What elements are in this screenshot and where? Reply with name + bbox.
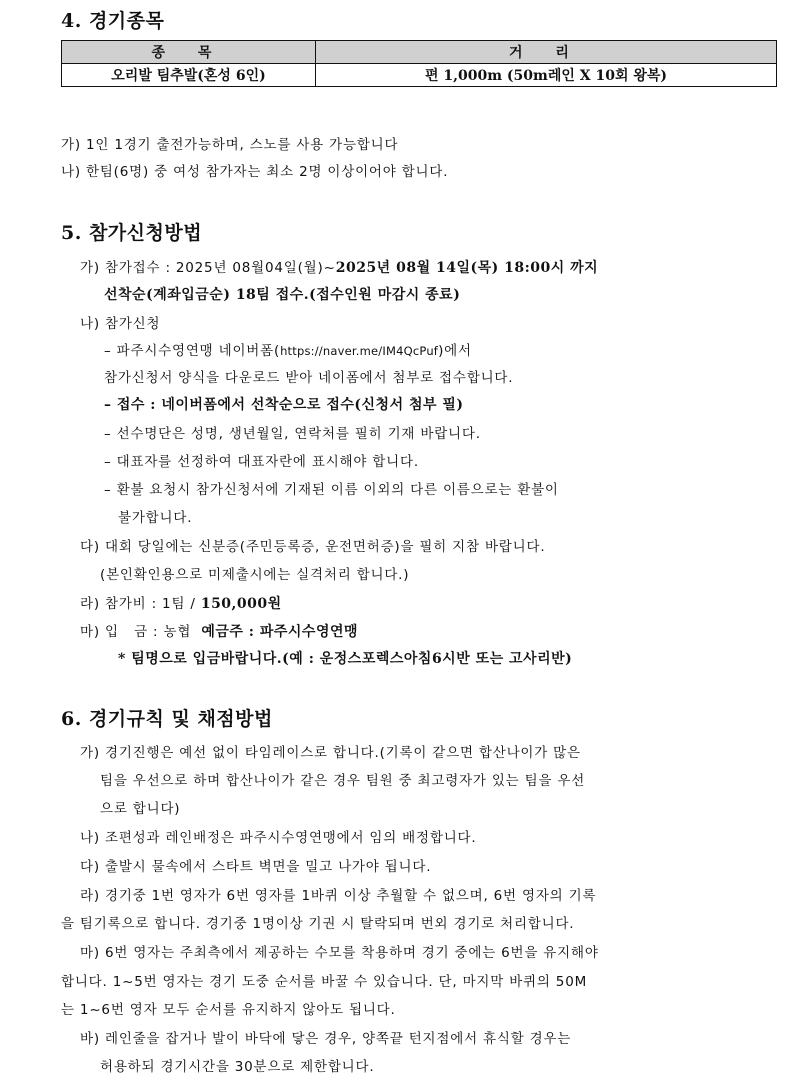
s6-line: 허용하되 경기시간을 30분으로 제한합니다. (100, 1059, 375, 1075)
s4-item-ga: 가) 1인 1경기 출전가능하며, 스노를 사용 가능합니다 (61, 137, 399, 153)
s5-ra-text: 라) 참가비 : 1팀 / (80, 596, 201, 612)
s5-ga-line1 (80, 256, 598, 277)
s5-ra (80, 592, 282, 613)
table-row (62, 64, 777, 87)
table-cell-distance: 편 1,000m (50m레인 X 10회 왕복) (316, 64, 777, 87)
s5-ma-note: * 팀명으로 입금바랍니다.(예 : 운정스포렉스아침6시반 또는 고사리반) (118, 651, 573, 667)
s5-ga-deadline: 2025년 08월 14일(목) 18:00시 까지 (335, 260, 599, 276)
table-header-event: 종 목 (62, 41, 316, 64)
s5-ga-text: 가) 참가접수 : 2025년 08월04일(월)~ (80, 260, 336, 276)
s5-na: 나) 참가신청 (80, 316, 161, 332)
s5-na-line1 (104, 339, 472, 359)
s6-line: 다) 출발시 물속에서 스타트 벽면을 밀고 나가야 됩니다. (80, 859, 432, 875)
s5-ra-fee: 150,000원 (200, 596, 282, 612)
s6-line: 가) 경기진행은 예선 없이 타임레이스로 합니다.(기록이 같으면 합산나이가 많은 (80, 745, 581, 761)
s5-ga-line2: 선착순(계좌입금순) 18팀 접수.(접수인원 마감시 종료) (104, 287, 461, 303)
s6-line: 는 1~6번 영자 모두 순서를 유지하지 않아도 됩니다. (61, 1002, 396, 1018)
s5-da-line1: 다) 대회 당일에는 신분증(주민등록증, 운전면허증)을 필히 지참 바랍니다. (80, 539, 546, 555)
s5-na-line2: 참가신청서 양식을 다운로드 받아 네이폼에서 첨부로 접수합니다. (104, 370, 514, 386)
s5-na-line3: – 접수 : 네이버폼에서 선착순으로 접수(신청서 첨부 필) (104, 397, 464, 413)
table-cell-event: 오리발 팀추발(혼성 6인) (62, 64, 316, 87)
s5-da-line2: (본인확인용으로 미제출시에는 실격처리 합니다.) (100, 567, 410, 583)
s5-na-line5: – 대표자를 선정하여 대표자란에 표시해야 합니다. (104, 454, 419, 470)
events-table (61, 40, 777, 87)
s6-line: 라) 경기중 1번 영자가 6번 영자를 1바퀴 이상 추월할 수 없으며, 6번 영자의 기록 (80, 888, 597, 904)
s5-ma-text: 마) 입 금 : 농협 (80, 624, 202, 640)
s5-na-line7: 불가합니다. (118, 510, 193, 526)
s6-line: 팀을 우선으로 하며 합산나이가 같은 경우 팀원 중 최고령자가 있는 팀을 우선 (100, 773, 586, 789)
s6-line: 나) 조편성과 레인배정은 파주시수영연맹에서 임의 배정합니다. (80, 830, 477, 846)
s4-item-na: 나) 한팀(6명) 중 여성 참가자는 최소 2명 이상이어야 합니다. (61, 164, 449, 180)
s6-line: 합니다. 1~5번 영자는 경기 도중 순서를 바꿀 수 있습니다. 단, 마지막 바퀴의 50M (61, 974, 588, 990)
s5-na-line6: – 환불 요청시 참가신청서에 기재된 이름 이외의 다른 이름으로는 환불이 (104, 482, 559, 498)
s6-line: 을 팀기록으로 합니다. 경기중 1명이상 기권 시 탈락되며 번외 경기로 처리합니다. (61, 916, 575, 932)
s5-na-form-text-end: )에서 (438, 343, 472, 359)
s6-line: 으로 합니다) (100, 801, 181, 817)
table-header-distance: 거 리 (316, 41, 777, 64)
s6-line: 마) 6번 영자는 주최측에서 제공하는 수모를 착용하며 경기 중에는 6번을 유지해야 (80, 945, 599, 961)
section-5-title: 5. 참가신청방법 (61, 222, 203, 244)
s5-na-line4: – 선수명단은 성명, 생년월일, 연락처를 필히 기재 바랍니다. (104, 426, 481, 442)
section-4-title: 4. 경기종목 (61, 10, 165, 32)
s5-ma (80, 620, 358, 641)
s5-na-form-link[interactable]: https://naver.me/IM4QcPuf (280, 344, 439, 358)
s5-ma-holder: 예금주 : 파주시수영연맹 (201, 624, 359, 640)
table-header-row (62, 41, 777, 64)
s5-na-form-text: – 파주시수영연맹 네이버폼( (104, 343, 281, 359)
section-6-title: 6. 경기규칙 및 채점방법 (61, 708, 273, 730)
s6-line: 바) 레인줄을 잡거나 발이 바닥에 닿은 경우, 양쪽끝 턴지점에서 휴식할 경우는 (80, 1031, 572, 1047)
